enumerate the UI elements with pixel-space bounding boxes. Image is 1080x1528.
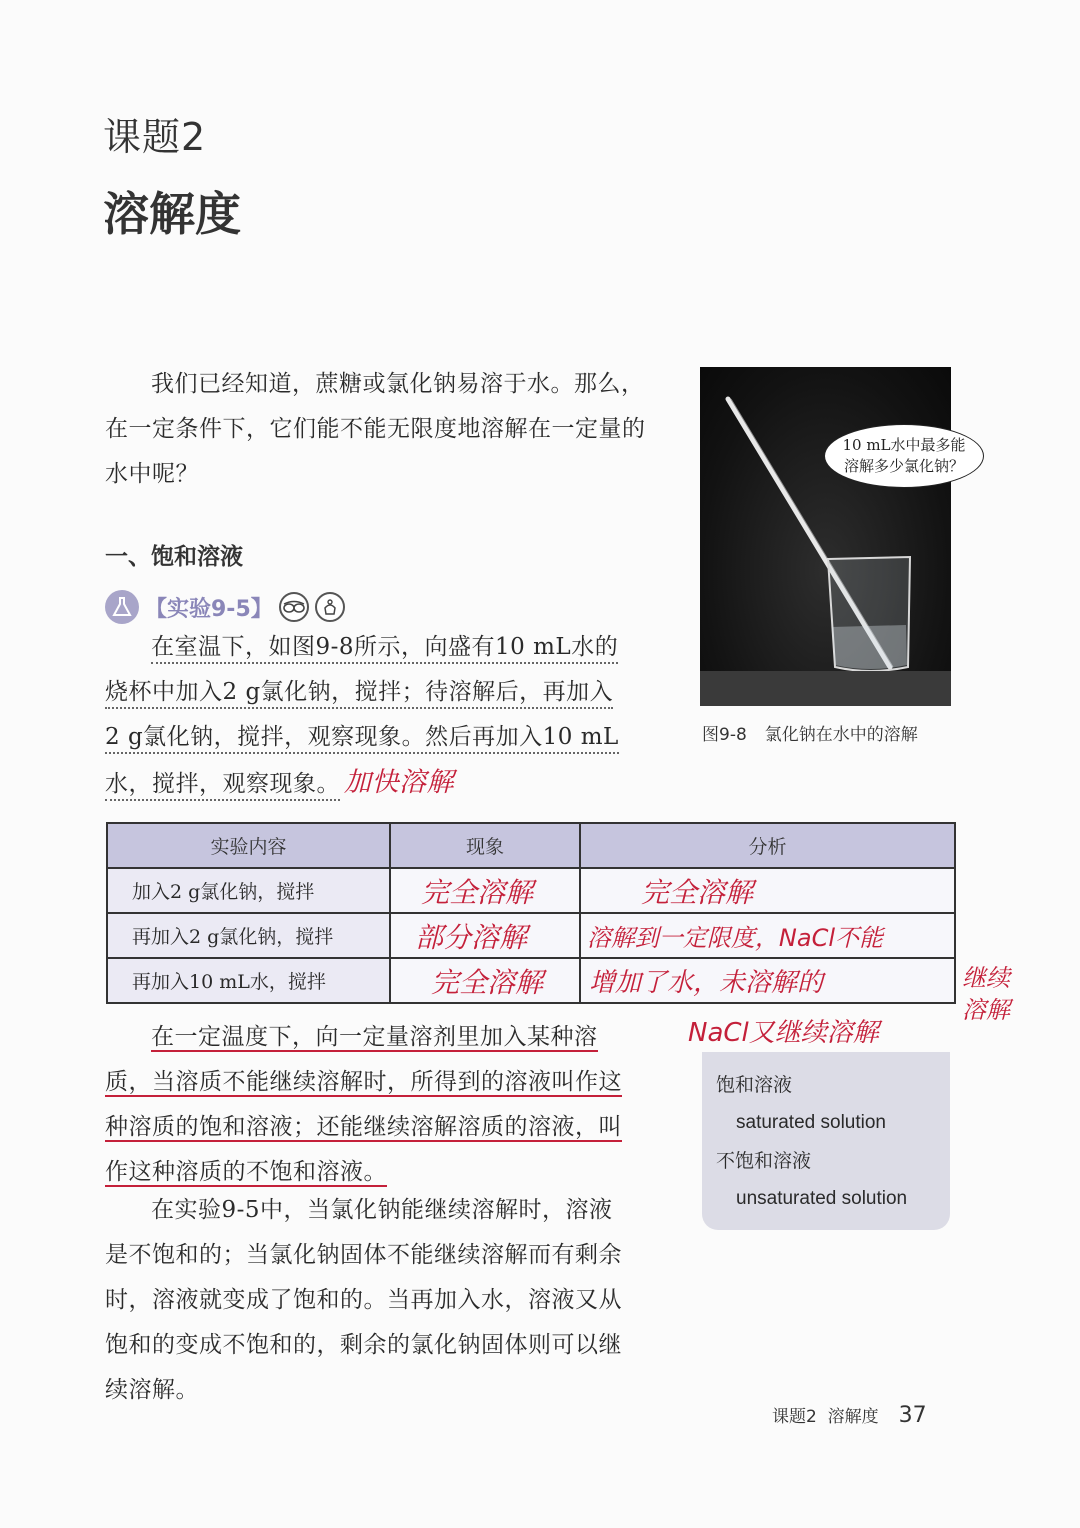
experiment-table	[106, 822, 956, 1004]
explanation-line: 是不饱和的；当氯化钠固体不能继续溶解而有剩余	[105, 1242, 622, 1268]
section-heading: 一、饱和溶液	[105, 544, 243, 570]
speech-bubble: 10 mL水中最多能 溶解多少氯化钠？	[824, 424, 984, 488]
hand-wash-icon	[315, 592, 345, 622]
vocab-box	[702, 1052, 950, 1230]
table-row: 再加入10 mL水，搅拌 完全溶解 增加了水，未溶解的	[107, 958, 955, 1003]
experiment-text	[105, 625, 653, 807]
definition-line: 在一定温度下，向一定量溶剂里加入某种溶	[151, 1024, 598, 1050]
table-row: 加入2 g氯化钠，搅拌 完全溶解 完全溶解	[107, 868, 955, 913]
table-header: 分析	[580, 823, 955, 868]
lesson-number: 课题2	[103, 115, 207, 159]
table-header: 实验内容	[107, 823, 390, 868]
experiment-header	[105, 590, 345, 624]
vocab-en: saturated solution	[736, 1112, 886, 1133]
experiment-line: 烧杯中加入2 g氯化钠，搅拌；待溶解后，再加入	[105, 679, 613, 709]
experiment-line: 2 g氯化钠，搅拌，观察现象。然后再加入10 mL	[105, 724, 619, 754]
handwritten-below-table: NaCl又继续溶解	[688, 1018, 879, 1048]
definition-line: 质，当溶质不能继续溶解时，所得到的溶液叫作这	[105, 1069, 622, 1095]
explanation-line: 续溶解。	[105, 1377, 199, 1403]
vocab-zh: 不饱和溶液	[716, 1150, 812, 1172]
vocab-zh: 饱和溶液	[716, 1074, 793, 1096]
lesson-title: 溶解度	[103, 187, 241, 241]
table-header: 现象	[390, 823, 580, 868]
definition-line: 种溶质的饱和溶液；还能继续溶解溶质的溶液，叫	[105, 1114, 622, 1140]
intro-paragraph: 我们已经知道，蔗糖或氯化钠易溶于水。那么，在一定条件下，它们能不能无限度地溶解在一定量的水中呢？	[105, 371, 646, 487]
page-footer: 课题2 溶解度 37	[772, 1403, 927, 1428]
explanation-paragraph	[105, 1188, 653, 1413]
definition-paragraph	[105, 1015, 653, 1195]
experiment-line: 在室温下，如图9-8所示，向盛有10 mL水的	[151, 634, 618, 664]
figure-caption: 图9-8 氯化钠在水中的溶解	[702, 725, 918, 745]
explanation-line: 饱和的变成不饱和的，剩余的氯化钠固体则可以继	[105, 1332, 622, 1358]
table-row: 再加入2 g氯化钠，搅拌 部分溶解 溶解到一定限度，NaCl不能	[107, 913, 955, 958]
definition-line: 作这种溶质的不饱和溶液。	[105, 1159, 387, 1185]
page-number: 37	[898, 1403, 927, 1428]
flask-icon	[105, 590, 139, 624]
explanation-line: 在实验9-5中，当氯化钠能继续溶解时，溶液	[151, 1197, 613, 1223]
experiment-label: 【实验9-5】	[145, 596, 273, 622]
beaker-photo	[700, 367, 951, 706]
goggles-icon	[279, 592, 309, 622]
margin-note: 继续 溶解	[962, 964, 1010, 1024]
handwritten-note: 加快溶解	[344, 767, 454, 798]
vocab-en: unsaturated solution	[736, 1188, 908, 1209]
experiment-line: 水，搅拌，观察现象。	[105, 771, 340, 801]
explanation-line: 时，溶液就变成了饱和的。当再加入水，溶液又从	[105, 1287, 622, 1313]
